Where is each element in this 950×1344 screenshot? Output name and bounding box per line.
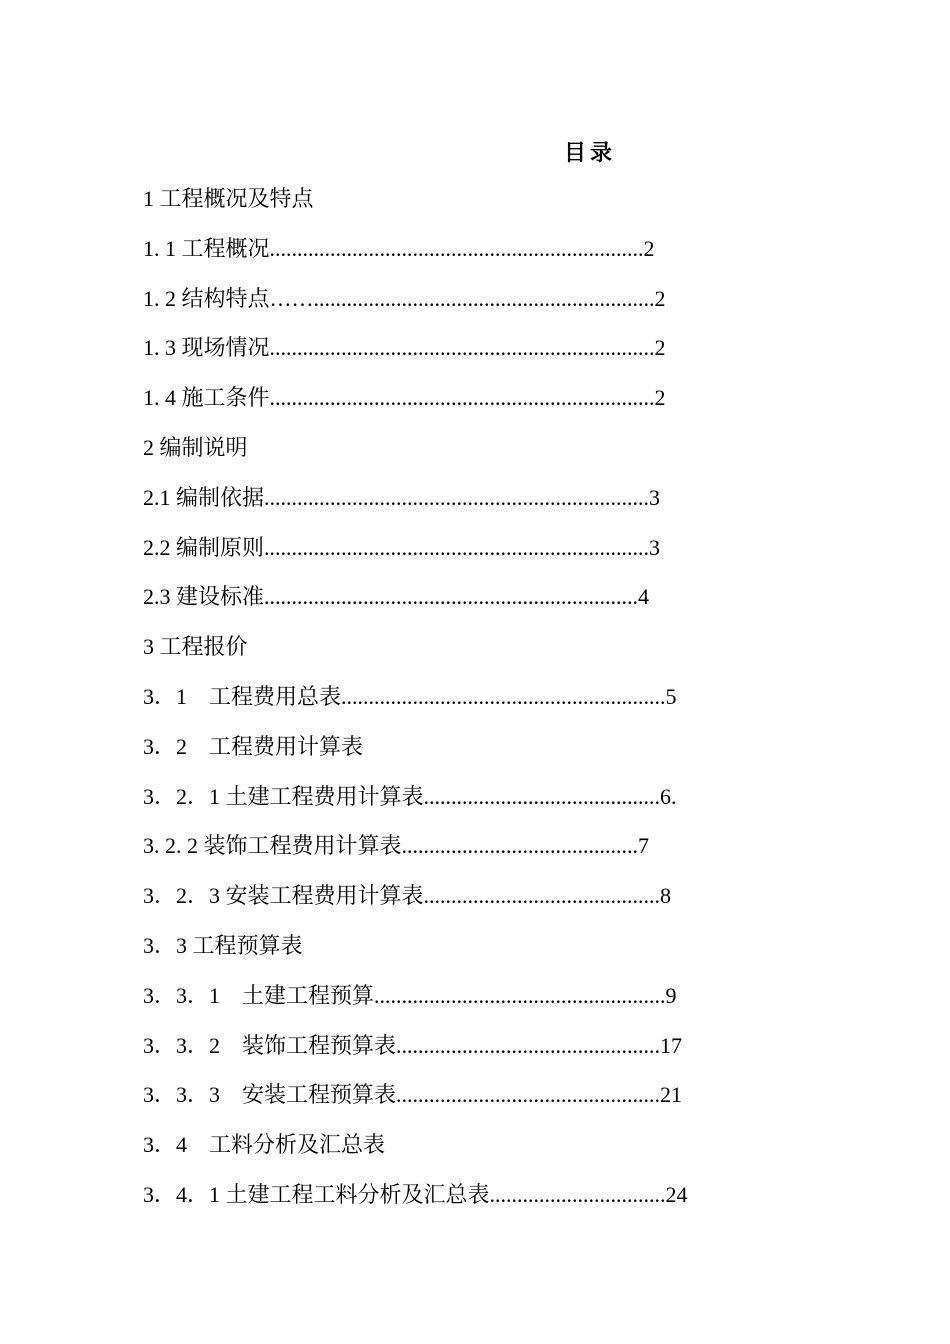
toc-entry[interactable] <box>143 377 803 427</box>
toc-entry-leader: ................................ <box>489 1181 666 1207</box>
toc-entry[interactable] <box>143 228 803 278</box>
toc-entry-label: 2.3 建设标准 <box>143 584 265 610</box>
toc-entry[interactable] <box>143 576 803 626</box>
toc-entry-leader: .................................................................... <box>264 584 639 610</box>
toc-entry-page-number: 2 <box>654 335 666 361</box>
toc-entry-leader: ..................................................... <box>374 982 666 1008</box>
toc-entry-page-number: 9 <box>665 982 677 1008</box>
toc-entry[interactable] <box>143 477 803 527</box>
toc-entry-label: 1 工程概况及特点 <box>143 186 314 211</box>
toc-entry-leader: ...................................................................... <box>264 484 650 510</box>
toc-entry-label: 2.2 编制原则 <box>143 534 265 560</box>
toc-entry[interactable] <box>143 527 803 577</box>
toc-entry-leader: ...................................................................... <box>269 385 655 411</box>
toc-entry-page-number: 7 <box>638 833 650 859</box>
toc-entry-label: 3. 2. 2 装饰工程费用计算表 <box>143 833 402 859</box>
toc-entry-page-number: 5 <box>665 683 677 709</box>
toc-entry-label: 3．3．3 安装工程预算表 <box>143 1082 397 1108</box>
toc-entry-leader: ........................................... <box>401 833 639 859</box>
toc-entry-leader: .............................................................. <box>313 285 655 311</box>
toc-entry[interactable] <box>143 776 803 826</box>
toc-entry[interactable] <box>143 875 803 925</box>
toc-entry[interactable] <box>143 975 803 1025</box>
toc-entry-page-number: 17 <box>660 1032 683 1058</box>
toc-entry-label: 2.1 编制依据 <box>143 484 265 510</box>
toc-entry-label: 1. 2 结构特点…… <box>143 285 314 311</box>
toc-entry[interactable] <box>143 825 803 875</box>
toc-entry[interactable] <box>143 278 803 328</box>
toc-entry-leader: ...................................................................... <box>269 335 655 361</box>
toc-entry-label: 3．3．1 土建工程预算 <box>143 982 375 1008</box>
toc-entry-label: 3．4 工料分析及汇总表 <box>143 1132 386 1158</box>
toc-entry-leader: ........................................... <box>423 883 661 909</box>
toc-entry[interactable] <box>143 427 803 477</box>
toc-entry-page-number: 3 <box>649 534 661 560</box>
toc-entry-page-number: 4 <box>638 584 650 610</box>
toc-entry-leader: .................................................................... <box>269 235 644 261</box>
toc-entry-leader: ........................................................... <box>341 683 666 709</box>
toc-entry-label: 3．3 工程预算表 <box>143 932 303 958</box>
toc-entry-page-number: 2 <box>643 235 655 261</box>
toc-entry-leader: ...................................................................... <box>264 534 650 560</box>
toc-entry[interactable] <box>143 726 803 776</box>
toc-entry-label: 3．2 工程费用计算表 <box>143 733 364 759</box>
toc-entry[interactable] <box>143 925 803 975</box>
toc-entry-label: 3．1 工程费用总表 <box>143 683 342 709</box>
toc-entry-label: 3．3．2 装饰工程预算表 <box>143 1032 397 1058</box>
toc-entry-leader: ................................................ <box>396 1082 661 1108</box>
toc-entry-leader: ........................................... <box>423 783 661 809</box>
toc-entry-label: 2 编制说明 <box>143 434 248 460</box>
toc-entry-label: 1. 1 工程概况 <box>143 235 270 261</box>
toc-entry-label: 1. 3 现场情况 <box>143 335 270 361</box>
toc-entry-label: 3．4．1 土建工程工料分析及汇总表 <box>143 1181 490 1207</box>
toc-entry-page-number: 8 <box>660 883 672 909</box>
toc-entry-page-number: 3 <box>649 484 661 510</box>
toc-entry-label: 3．2．3 安装工程费用计算表 <box>143 883 424 909</box>
toc-title: 目录 <box>563 140 616 165</box>
toc-entry-page-number: 6. <box>660 783 677 809</box>
toc-entry-label: 3．2．1 土建工程费用计算表 <box>143 783 424 809</box>
toc-entry-label: 1. 4 施工条件 <box>143 385 270 411</box>
toc-entry-page-number: 24 <box>665 1181 688 1207</box>
toc-entry-leader: ................................................ <box>396 1032 661 1058</box>
toc-entry[interactable] <box>143 178 803 228</box>
toc-entry[interactable] <box>143 1074 803 1124</box>
toc-entry[interactable] <box>143 1025 803 1075</box>
toc-entry-page-number: 2 <box>654 385 666 411</box>
toc-entry[interactable] <box>143 676 803 726</box>
toc-entry-page-number: 2 <box>654 285 666 311</box>
toc-entry[interactable] <box>143 1124 803 1174</box>
toc-list <box>143 178 803 1224</box>
toc-entry[interactable] <box>143 626 803 676</box>
toc-entry[interactable] <box>143 327 803 377</box>
toc-entry-page-number: 21 <box>660 1082 683 1108</box>
toc-entry-label: 3 工程报价 <box>143 634 248 660</box>
toc-entry[interactable] <box>143 1174 803 1224</box>
